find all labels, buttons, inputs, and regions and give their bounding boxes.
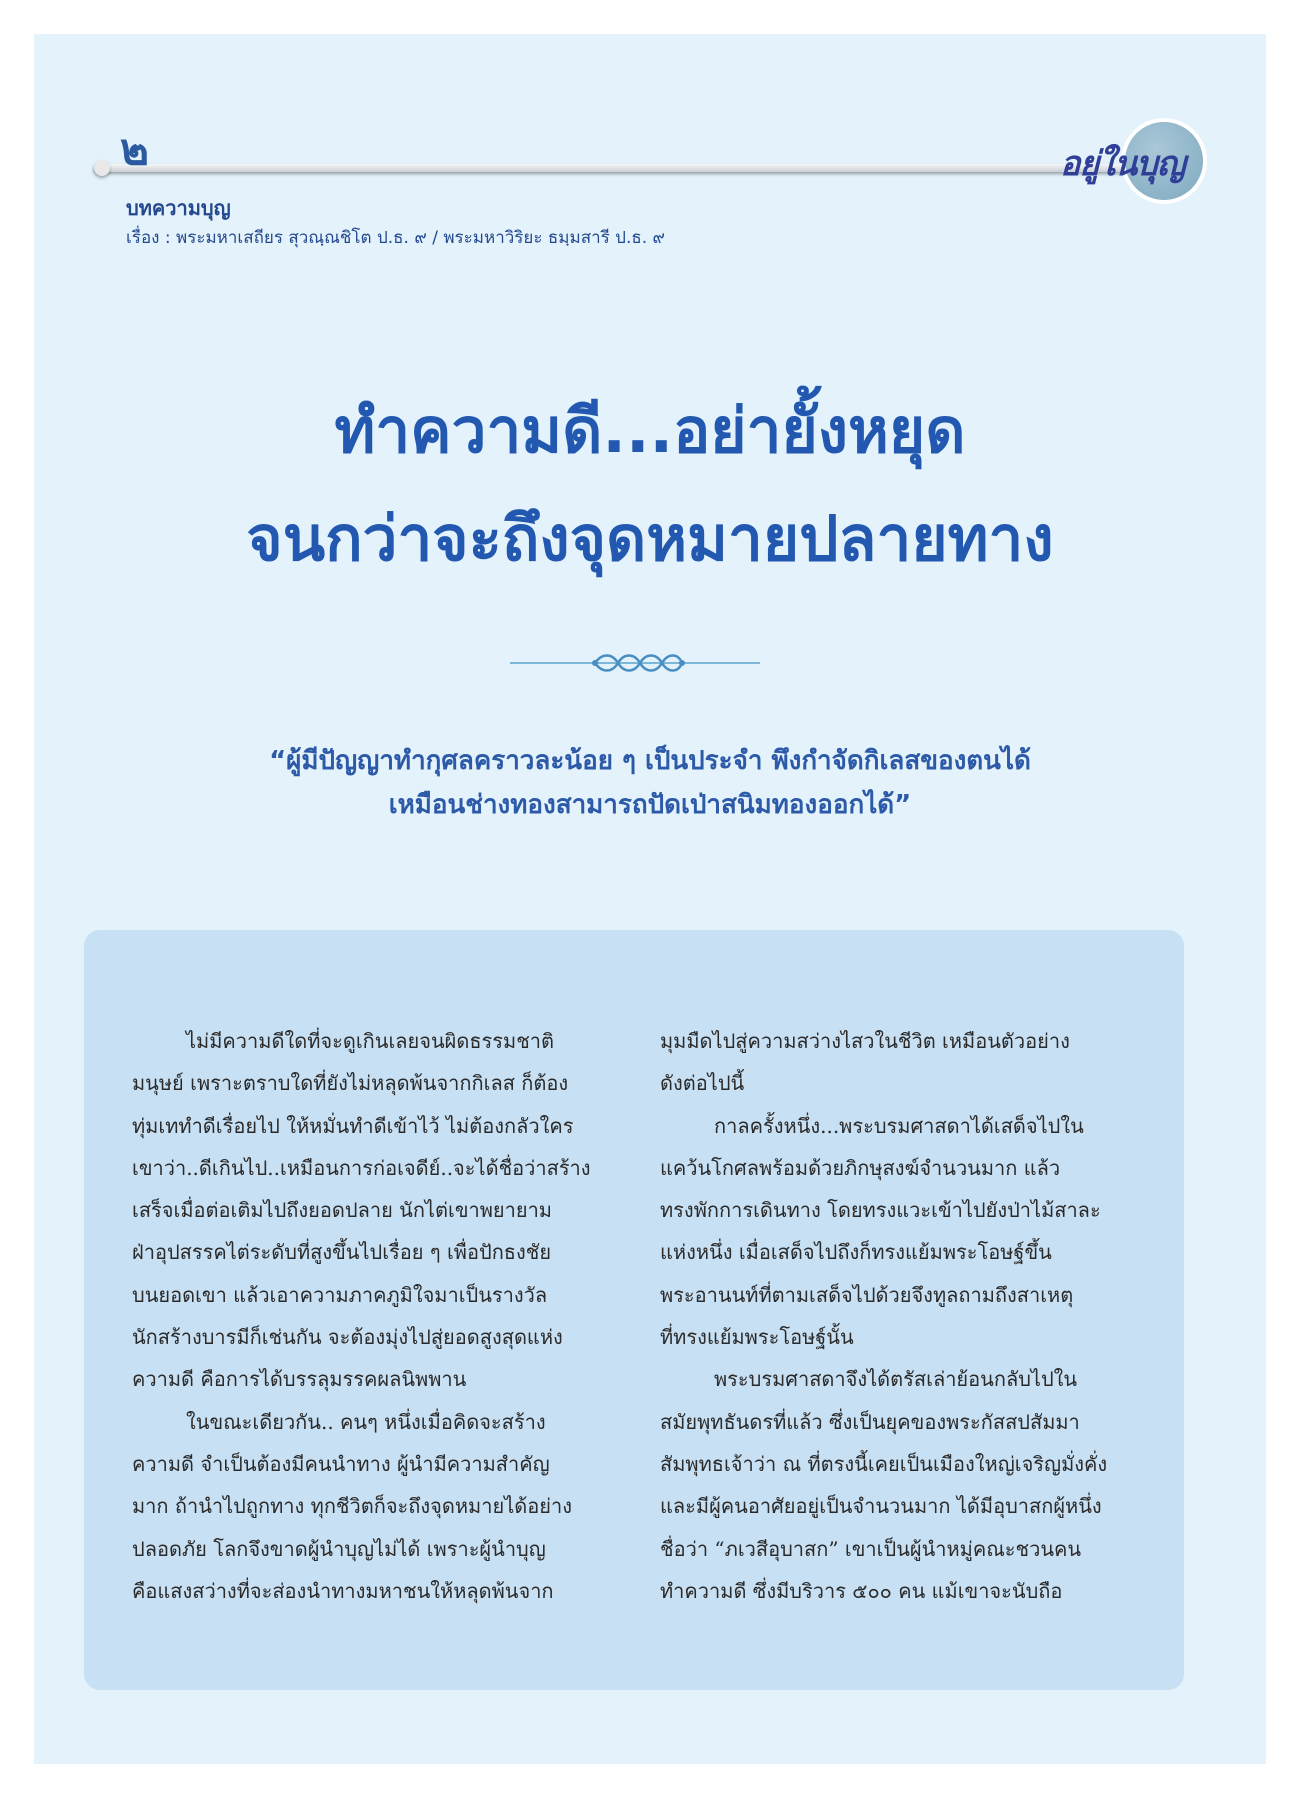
article-title-line-2: จนกว่าจะถึงจุดหมายปลายทาง <box>246 502 1054 575</box>
logo-text: อยู่ในบุญ <box>1060 144 1185 184</box>
body-line: พระอานนท์ที่ตามเสด็จไปด้วยจึงทูลถามถึงสาเหตุ <box>660 1282 1074 1307</box>
body-column-right <box>660 1020 1130 1612</box>
page-number: ๒ <box>120 124 150 175</box>
body-line: แห่งหนึ่ง เมื่อเสด็จไปถึงก็ทรงแย้มพระโอษฐ์ขึ้น <box>660 1240 1052 1265</box>
body-line: ปลอดภัย โลกจึงขาดผู้นำบุญไม่ได้ เพราะผู้นำบุญ <box>132 1536 546 1561</box>
magazine-logo <box>1040 118 1220 208</box>
body-line: และมีผู้คนอาศัยอยู่เป็นจำนวนมาก ได้มีอุบาสกผู้หนึ่ง <box>660 1494 1102 1519</box>
body-line: เขาว่า..ดีเกินไป..เหมือนการก่อเจดีย์..จะได้ชื่อว่าสร้าง <box>132 1155 591 1180</box>
quote-line-2: เหมือนช่างทองสามารถปัดเป่าสนิมทองออกได้” <box>388 790 912 820</box>
quote-line-1: “ผู้มีปัญญาทำกุศลคราวละน้อย ๆ เป็นประจำ พึงกำจัดกิเลสของตนได้ <box>269 746 1031 776</box>
body-line: แคว้นโกศลพร้อมด้วยภิกษุสงฆ์จำนวนมาก แล้ว <box>660 1155 1061 1180</box>
body-line: พระบรมศาสดาจึงได้ตรัสเล่าย้อนกลับไปใน <box>714 1367 1078 1392</box>
body-line: นักสร้างบารมีก็เช่นกัน จะต้องมุ่งไปสู่ยอดสูงสุดแห่ง <box>132 1325 563 1350</box>
body-line: มาก ถ้านำไปถูกทาง ทุกชีวิตก็จะถึงจุดหมายได้อย่าง <box>132 1494 572 1519</box>
body-line: ในขณะเดียวกัน.. คนๆ หนึ่งเมื่อคิดจะสร้าง <box>186 1409 546 1434</box>
body-line: สัมพุทธเจ้าว่า ณ ที่ตรงนี้เคยเป็นเมืองใหญ่เจริญมั่งคั่ง <box>660 1451 1108 1476</box>
author-byline: เรื่อง : พระมหาเสถียร สุวณฺณชิโต ป.ธ. ๙ / พระมหาวิริยะ ธมฺมสารี ป.ธ. ๙ <box>126 228 666 248</box>
category-label: บทความบุญ <box>126 196 231 220</box>
body-line: บนยอดเขา แล้วเอาความภาคภูมิใจมาเป็นรางวัล <box>132 1282 548 1307</box>
body-line: สมัยพุทธันดรที่แล้ว ซึ่งเป็นยุคของพระกัสสปสัมมา <box>660 1409 1080 1434</box>
body-line: ดังต่อไปนี้ <box>660 1071 745 1096</box>
header-rule-cap <box>94 160 110 176</box>
body-line: ที่ทรงแย้มพระโอษฐ์นั้น <box>660 1325 854 1350</box>
body-line: ความดี คือการได้บรรลุมรรคผลนิพพาน <box>132 1367 467 1392</box>
body-column-left <box>132 1020 602 1612</box>
body-line: คือแสงสว่างที่จะส่องนำทางมหาชนให้หลุดพ้นจาก <box>132 1578 554 1603</box>
body-line: ทรงพักการเดินทาง โดยทรงแวะเข้าไปยังป่าไม้สาละ <box>660 1198 1101 1223</box>
body-line: ทุ่มเททำดีเรื่อยไป ให้หมั่นทำดีเข้าไว้ ไม่ต้องกลัวใคร <box>132 1113 574 1138</box>
header-rule <box>94 164 1174 172</box>
article-title-line-1: ทำความดี...อย่ายั้งหยุด <box>334 394 966 467</box>
body-line: ชื่อว่า “ภเวสีอุบาสก” เขาเป็นผู้นำหมู่คณะชวนคน <box>660 1536 1082 1561</box>
ornament-divider <box>510 648 760 678</box>
body-line: ความดี จำเป็นต้องมีคนนำทาง ผู้นำมีความสำคัญ <box>132 1451 550 1476</box>
body-line: ฝ่าอุปสรรคไต่ระดับที่สูงขึ้นไปเรื่อย ๆ เพื่อปักธงชัย <box>132 1240 552 1265</box>
body-line: มนุษย์ เพราะตราบใดที่ยังไม่หลุดพ้นจากกิเลส ก็ต้อง <box>132 1071 569 1096</box>
body-line: เสร็จเมื่อต่อเติมไปถึงยอดปลาย นักไต่เขาพยายาม <box>132 1198 552 1223</box>
body-line: ทำความดี ซึ่งมีบริวาร ๕๐๐ คน แม้เขาจะนับถือ <box>660 1578 1063 1603</box>
body-line: ไม่มีความดีใดที่จะดูเกินเลยจนผิดธรรมชาติ <box>186 1029 555 1053</box>
body-line: กาลครั้งหนึ่ง...พระบรมศาสดาได้เสด็จไปใน <box>714 1113 1084 1138</box>
body-line: มุมมืดไปสู่ความสว่างไสวในชีวิต เหมือนตัวอย่าง <box>660 1029 1070 1053</box>
